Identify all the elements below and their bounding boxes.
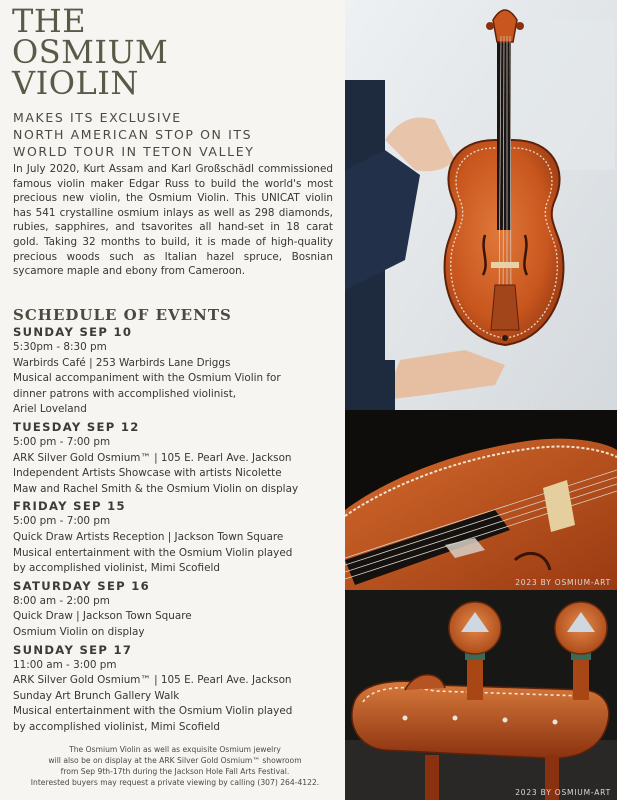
event-day: SUNDAY SEP 17 — [13, 642, 133, 657]
footer-note — [12, 744, 338, 788]
event-sep-12 — [13, 419, 335, 497]
event-list — [13, 324, 335, 736]
event-detail: by accomplished violinist, Mimi Scofield — [13, 562, 220, 575]
subtitle-line-3: WORLD TOUR IN TETON VALLEY — [13, 144, 255, 159]
violin-held-illustration — [345, 0, 617, 410]
photo-credit: 2023 BY OSMIUM-ART — [515, 578, 611, 587]
schedule-heading: SCHEDULE OF EVENTS — [13, 306, 232, 324]
event-detail: Independent Artists Showcase with artists Nicolette — [13, 467, 282, 480]
event-detail: Sunday Art Brunch Gallery Walk — [13, 689, 180, 702]
title-line-3: VIOLIN — [12, 64, 139, 102]
violin-closeup-illustration — [345, 410, 617, 590]
event-day: SATURDAY SEP 16 — [13, 578, 151, 593]
event-day: SUNDAY SEP 10 — [13, 325, 133, 339]
title-line-2: OSMIUM — [12, 33, 169, 71]
event-day: FRIDAY SEP 15 — [13, 499, 126, 514]
subtitle-line-2: NORTH AMERICAN STOP ON ITS — [13, 127, 253, 142]
event-detail: Musical entertainment with the Osmium Violin played — [13, 705, 293, 718]
photo-violin-scroll — [345, 590, 617, 800]
event-venue: ARK Silver Gold Osmium™ | 105 E. Pearl Ave. Jackson — [13, 674, 292, 687]
photo-column — [345, 0, 617, 800]
event-detail: Osmium Violin on display — [13, 625, 145, 638]
event-sep-10 — [13, 324, 335, 418]
photo-violin-closeup — [345, 410, 617, 590]
footer-line: The Osmium Violin as well as exquisite Osmium jewelry — [69, 745, 281, 754]
poster-subtitle — [13, 109, 333, 160]
event-time: 11:00 am - 3:00 pm — [13, 658, 117, 671]
event-time: 5:00 pm - 7:00 pm — [13, 435, 111, 448]
violin-scroll-illustration — [345, 590, 617, 800]
subtitle-line-1: MAKES ITS EXCLUSIVE — [13, 110, 182, 125]
footer-line: from Sep 9th-17th during the Jackson Hole Fall Arts Festival. — [60, 767, 290, 776]
title-line-1: THE — [12, 2, 87, 40]
event-sep-17 — [13, 642, 335, 736]
event-detail: Musical accompaniment with the Osmium Violin for — [13, 372, 281, 385]
event-sep-16 — [13, 578, 335, 641]
event-time: 5:00 pm - 7:00 pm — [13, 515, 111, 528]
event-time: 5:30pm - 8:30 pm — [13, 341, 107, 353]
event-detail: dinner patrons with accomplished violinist, — [13, 387, 237, 400]
event-detail: Ariel Loveland — [13, 403, 87, 416]
photo-violin-held — [345, 0, 617, 410]
footer-line: will also be on display at the ARK Silver Gold Osmium™ showroom — [48, 756, 302, 765]
event-detail: Musical entertainment with the Osmium Violin played — [13, 546, 293, 559]
event-detail: Maw and Rachel Smith & the Osmium Violin on display — [13, 482, 299, 495]
poster-title — [12, 2, 169, 102]
event-venue: ARK Silver Gold Osmium™ | 105 E. Pearl Ave. Jackson — [13, 451, 292, 464]
event-venue: Quick Draw | Jackson Town Square — [13, 610, 192, 623]
photo-credit: 2023 BY OSMIUM-ART — [515, 398, 611, 407]
intro-paragraph: In July 2020, Kurt Assam and Karl Großschädl commissioned famous violin maker Edgar Russ to build the world's most precious new violin, the Osmium Violin. This UNICAT violin has 541 crystalline osmium inlays as well as 298 diamonds, rubies, sapphires, and tsavorites all hand-set in 18 carat gold. Taking 32 months to build, it is made of high-quality precious woods such as Italian hazel spruce, Bosnian sycamore maple and ebony from Cameroon. — [13, 163, 333, 278]
event-venue: Warbirds Café | 253 Warbirds Lane Driggs — [13, 356, 231, 369]
event-detail: by accomplished violinist, Mimi Scofield — [13, 720, 220, 733]
event-day: TUESDAY SEP 12 — [13, 419, 140, 434]
photo-credit: 2023 BY OSMIUM-ART — [515, 788, 611, 797]
event-venue: Quick Draw Artists Reception | Jackson Town Square — [13, 530, 284, 543]
event-time: 8:00 am - 2:00 pm — [13, 594, 110, 607]
footer-line: Interested buyers may request a private viewing by calling (307) 264-4122. — [30, 778, 320, 787]
event-sep-15 — [13, 498, 335, 576]
